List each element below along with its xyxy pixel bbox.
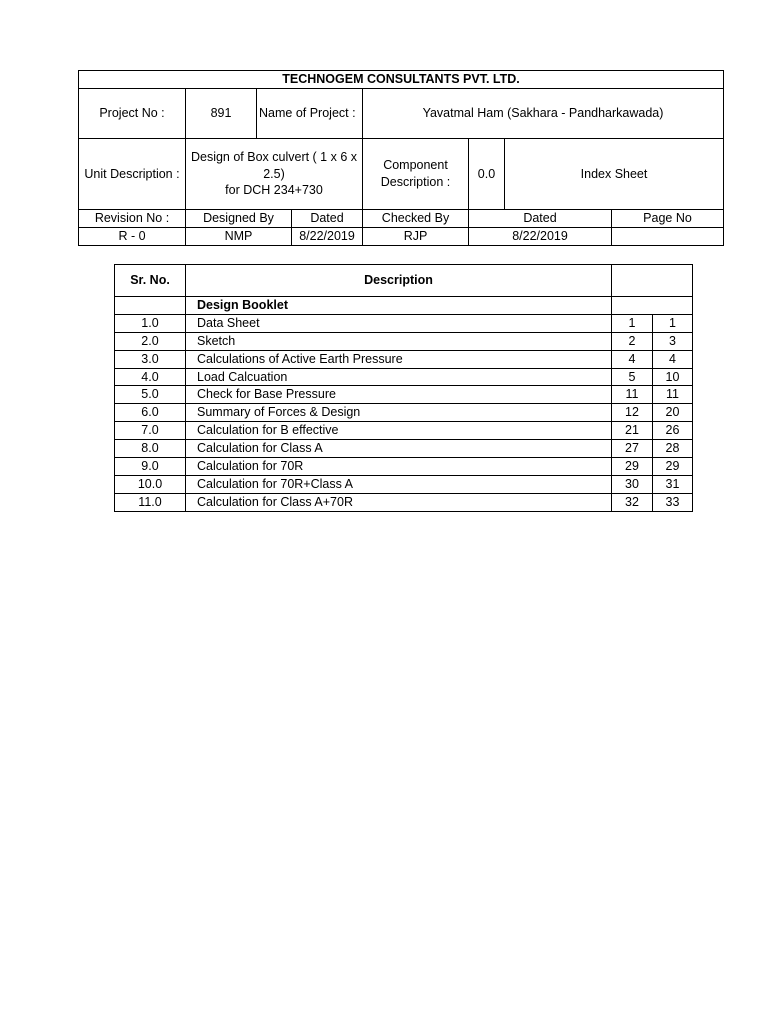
section-title: Design Booklet [186,297,612,315]
project-no-value: 891 [186,89,257,139]
component-code: 0.0 [469,139,505,210]
sr-no-cell: 8.0 [115,440,186,458]
table-row [115,350,693,368]
page-from-cell: 32 [612,493,653,511]
description-cell: Calculation for Class A [186,440,612,458]
page-to-cell: 28 [653,440,693,458]
page-to-cell: 11 [653,386,693,404]
designed-date-label: Dated [292,210,363,228]
header-table [78,70,724,246]
unit-description-value: Design of Box culvert ( 1 x 6 x 2.5) for DCH 234+730 [186,139,363,210]
table-row [115,493,693,511]
page-range-header [612,265,693,297]
page-to-cell: 26 [653,422,693,440]
table-row [115,422,693,440]
checked-date-value: 8/22/2019 [469,227,612,245]
description-cell: Summary of Forces & Design [186,404,612,422]
sr-no-header: Sr. No. [115,265,186,297]
page-from-cell: 5 [612,368,653,386]
sr-no-cell: 11.0 [115,493,186,511]
sr-no-cell: 6.0 [115,404,186,422]
table-row [115,404,693,422]
unit-description-label: Unit Description : [79,139,186,210]
company-name: TECHNOGEM CONSULTANTS PVT. LTD. [79,71,724,89]
checked-by-label: Checked By [363,210,469,228]
section-pages [612,297,693,315]
revision-value: R - 0 [79,227,186,245]
project-no-label: Project No : [79,89,186,139]
page-to-cell: 1 [653,314,693,332]
description-cell: Calculations of Active Earth Pressure [186,350,612,368]
sr-no-cell: 7.0 [115,422,186,440]
description-cell: Calculation for B effective [186,422,612,440]
component-name: Index Sheet [505,139,724,210]
designed-date-value: 8/22/2019 [292,227,363,245]
page-to-cell: 33 [653,493,693,511]
sr-no-cell: 1.0 [115,314,186,332]
page-to-cell: 3 [653,332,693,350]
table-row [115,368,693,386]
sr-no-cell: 4.0 [115,368,186,386]
sr-no-cell: 2.0 [115,332,186,350]
page-from-cell: 4 [612,350,653,368]
sr-no-cell: 3.0 [115,350,186,368]
sr-no-cell: 10.0 [115,475,186,493]
page-from-cell: 12 [612,404,653,422]
description-cell: Data Sheet [186,314,612,332]
table-row [115,440,693,458]
designed-by-label: Designed By [186,210,292,228]
description-cell: Sketch [186,332,612,350]
description-header: Description [186,265,612,297]
page-no-value [612,227,724,245]
checked-date-label: Dated [469,210,612,228]
table-row [115,386,693,404]
revision-label: Revision No : [79,210,186,228]
page-from-cell: 30 [612,475,653,493]
description-cell: Load Calcuation [186,368,612,386]
page-to-cell: 29 [653,457,693,475]
page-to-cell: 20 [653,404,693,422]
page-from-cell: 2 [612,332,653,350]
table-row [115,457,693,475]
page-no-label: Page No [612,210,724,228]
page-to-cell: 31 [653,475,693,493]
section-sr [115,297,186,315]
description-cell: Calculation for Class A+70R [186,493,612,511]
description-cell: Check for Base Pressure [186,386,612,404]
page-from-cell: 27 [612,440,653,458]
page-to-cell: 4 [653,350,693,368]
table-row [115,475,693,493]
designed-by-value: NMP [186,227,292,245]
description-cell: Calculation for 70R+Class A [186,475,612,493]
checked-by-value: RJP [363,227,469,245]
sr-no-cell: 5.0 [115,386,186,404]
index-table [114,264,693,512]
page-from-cell: 29 [612,457,653,475]
sr-no-cell: 9.0 [115,457,186,475]
page-from-cell: 11 [612,386,653,404]
project-name-value: Yavatmal Ham (Sakhara - Pandharkawada) [363,89,724,139]
project-name-label: Name of Project : [257,89,363,139]
component-description-label: Component Description : [363,139,469,210]
page-from-cell: 21 [612,422,653,440]
page-from-cell: 1 [612,314,653,332]
description-cell: Calculation for 70R [186,457,612,475]
table-row [115,314,693,332]
page-to-cell: 10 [653,368,693,386]
table-row [115,332,693,350]
